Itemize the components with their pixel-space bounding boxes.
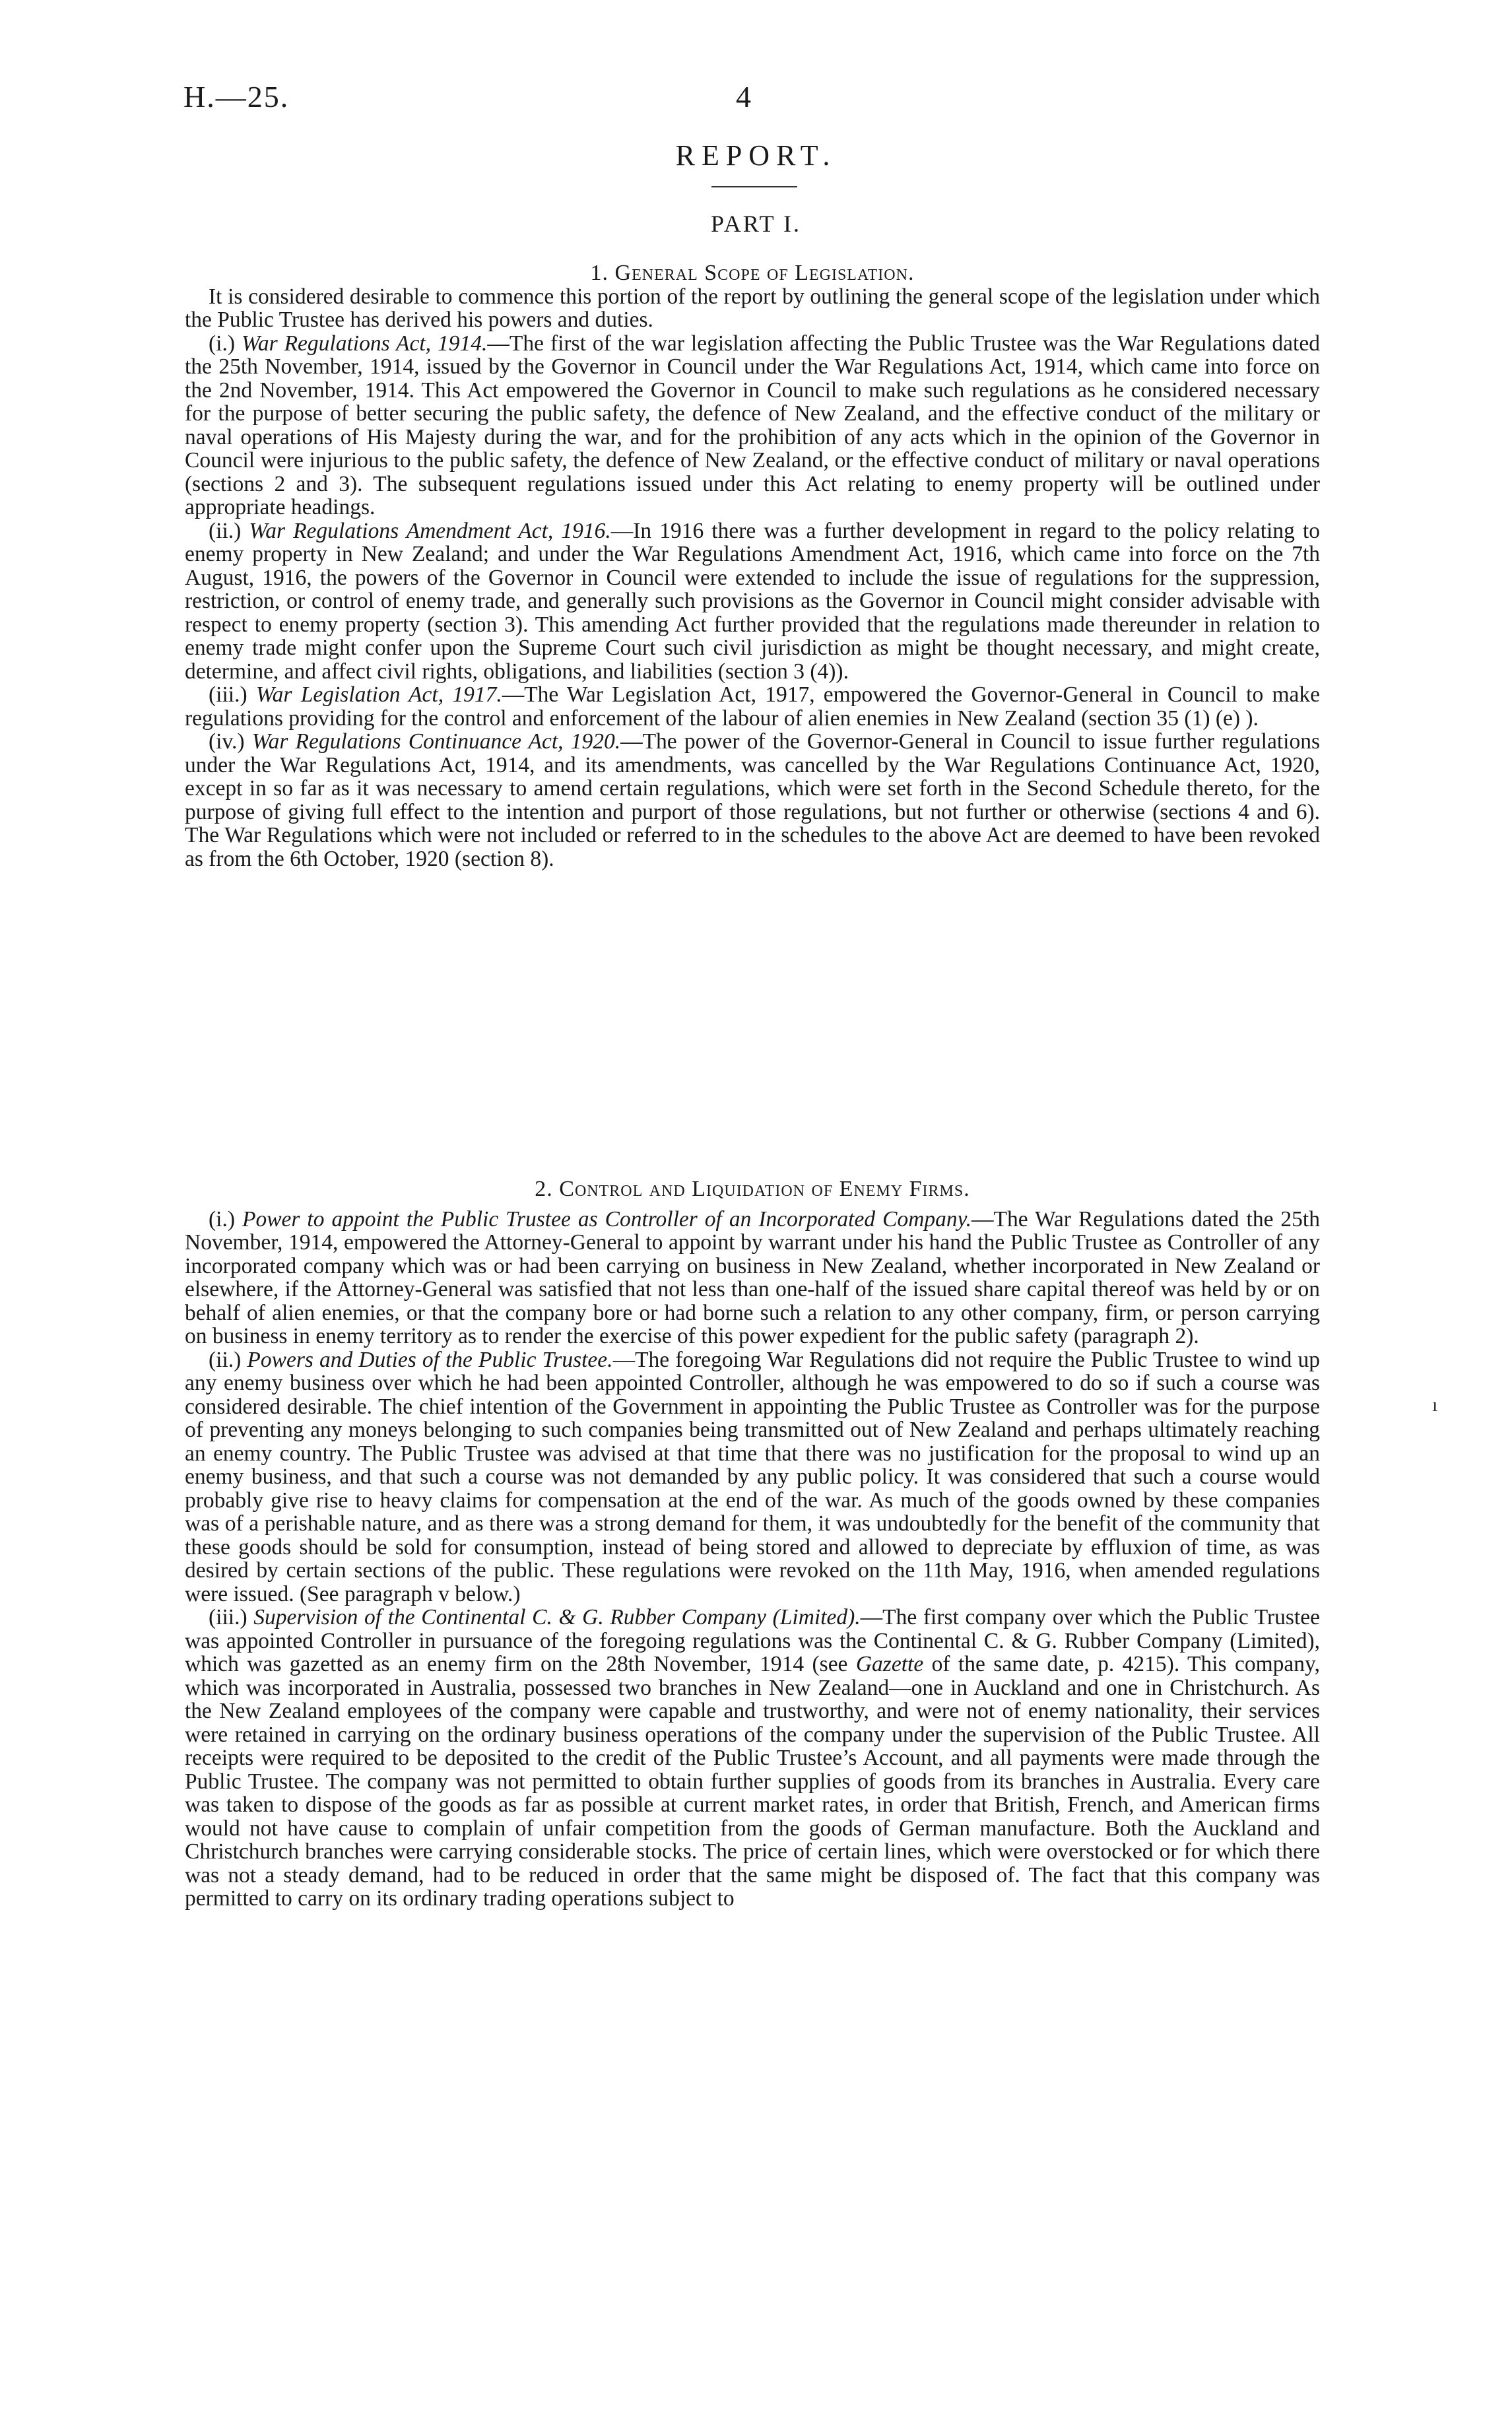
item-label: (iv.) (209, 729, 252, 754)
item-title: Power to appoint the Public Trustee as Controller of an Incorporated Company. (242, 1206, 972, 1232)
section-heading: 1. General Scope of Legislation. (590, 261, 915, 285)
item-title: War Regulations Act, 1914. (241, 331, 488, 356)
item-text: —In 1916 there was a further development in regard to the policy relating to enemy property in New Zealand; and under the War Regulations Amendment Act, 1916, which came into force on the 7th August, 1916, the powers of the Governor in Council were extended to include the issue of regulations for the suppression, restriction, or control of enemy trade, and generally such provisions as the Governor in Council might consider advisable with respect to enemy property (section 3). This amending Act further provided that the regulations made thereunder in relation to enemy trade might confer upon the Supreme Court such civil jurisdiction as might be thought necessary, and might create, determine, and affect civil rights, obligations, and liabilities (section 3 (4)). (185, 518, 1320, 684)
item-label: (i.) (209, 1206, 242, 1232)
paragraph (185, 1208, 1320, 1348)
title-rule (711, 186, 797, 187)
item-text: —The power of the Governor-General in Council to issue further regulations under the War Regulations Act, 1914, and its amendments, was cancelled by the War Regulations Continuance Act, 1920, except in so far as it was necessary to amend certain regulations, which were set forth in the Second Schedule thereto, for the purpose of giving full effect to the intention and purport of those regulations, but not further or otherwise (sections 4 and 6). The War Regulations which were not included or referred to in the schedules to the above Act are deemed to have been revoked as from the 6th October, 1920 (section 8). (185, 729, 1320, 871)
item-text: —The War Legislation Act, 1917, empowered the Governor-General in Council to make regulations providing for the control and enforcement of the labour of alien enemies in New Zealand (section 35 (1) (e) ). (185, 682, 1320, 731)
item-label: (ii.) (209, 518, 249, 543)
paragraph (185, 730, 1320, 871)
item-text: —The first of the war legislation affecting the Public Trustee was the War Regulations dated the 25th November, 1914, issued by the Governor in Council under the War Regulations Act, 1914, which came into force on the 2nd November, 1914. This Act empowered the Governor in Council to make such regulations as he considered necessary for the purpose of better securing the public safety, the defence of New Zealand, and the effective conduct of the military or naval operations of His Majesty during the war, and for the prohibition of any acts which in the opinion of the Governor in Council were injurious to the public safety, the defence of New Zealand, or the effective conduct of military or naval operations (sections 2 and 3). The subsequent regulations issued under this Act relating to enemy property will be outlined under appropriate headings. (185, 331, 1320, 519)
item-title: War Regulations Amendment Act, 1916. (249, 518, 611, 543)
item-text: of the same date, p. 4215). This company, which was incorporated in Australia, possessed two branches in New Zealand—one in Auckland and one in Christchurch. As the New Zealand employees of the company were capable and trustworthy, and were not of enemy nationality, their services were retained in carrying on the ordinary business operations of the company under the supervision of the Public Trustee. All receipts were required to be deposited to the credit of the Public Trustee’s Account, and all payments were made through the Public Trustee. The company was not permitted to obtain further supplies of goods from its branches in Australia. Every care was taken to dispose of the goods as far as possible at current market rates, in order that British, French, and American firms would not have cause to complain of unfair competition from the goods of German manufacture. Both the Auckland and Christchurch branches were carrying considerable stocks. The price of certain lines, which were overstocked or for which there was not a steady demand, had to be reduced in order that the same might be disposed of. The fact that this company was permitted to carry on its ordinary trading operations subject to (185, 1652, 1320, 1911)
section-heading: 2. Control and Liquidation of Enemy Firms. (535, 1177, 970, 1201)
part-heading: PART I. (711, 211, 801, 237)
item-label: (i.) (209, 331, 242, 356)
report-title: REPORT. (675, 139, 837, 172)
paragraph (185, 683, 1320, 730)
document-reference: H.—25. (183, 80, 290, 114)
paragraph (185, 519, 1320, 684)
item-label: (iii.) (209, 682, 256, 707)
item-text: —The War Regulations dated the 25th November, 1914, empowered the Attorney-General to appoint by warrant under his hand the Public Trustee as Controller of any incorporated company which was or had been carrying on business in New Zealand, whether incorporated in New Zealand or elsewhere, if the Attorney-General was satisfied that not less than one-half of the issued share capital thereof was held by or on behalf of alien enemies, or that the company bore or had borne such a relation to any other company, firm, or person carrying on business in enemy territory as to render the exercise of this power expedient for the public safety (paragraph 2). (185, 1206, 1320, 1348)
paragraph (185, 1606, 1320, 1911)
item-text: —The first company over which the Public Trustee was appointed Controller in pursuance of the foregoing regulations was the Continental C. & G. Rubber Company (Limited), which was gazetted as an enemy firm on the 28th November, 1914 (see (185, 1605, 1321, 1676)
margin-mark: ı (1432, 1394, 1438, 1416)
paragraph (185, 332, 1320, 519)
item-title: Powers and Duties of the Public Trustee. (247, 1347, 613, 1372)
gazette-ref: Gazette (855, 1652, 924, 1676)
item-text: —The foregoing War Regulations did not require the Public Trustee to wind up any enemy business over which he had been appointed Controller, although he was empowered to do so if such a course was considered desirable. The chief intention of the Government in appointing the Public Trustee as Controller was for the purpose of preventing any moneys belonging to such companies being transmitted out of New Zealand and perhaps ultimately reaching an enemy country. The Public Trustee was advised at that time that there was no justification for the proposal to wind up an enemy business, and that such a course was not demanded by any public policy. It was considered that such a course would probably give rise to heavy claims for compensation at the end of the war. As much of the goods owned by these companies was of a perishable nature, and as there was a strong demand for them, it was undoubtedly for the benefit of the community that these goods should be sold for consumption, instead of being stored and allowed to depreciate by effluxion of time, as was desired by certain sections of the public. These regulations were revoked on the 11th May, 1916, when amended regulations were issued. (See paragraph v below.) (185, 1347, 1320, 1606)
item-title: War Regulations Continuance Act, 1920. (251, 729, 621, 754)
item-label: (iii.) (209, 1605, 254, 1629)
paragraph (185, 1348, 1320, 1606)
paragraph: It is considered desirable to commence this portion of the report by outlining the general scope of the legislation under which the Public Trustee has derived his powers and duties. (185, 284, 1320, 332)
section-general-scope (185, 261, 1320, 871)
item-title: War Legislation Act, 1917. (255, 682, 502, 707)
item-title: Supervision of the Continental C. & G. Rubber Company (Limited). (253, 1605, 861, 1629)
page-number: 4 (736, 80, 752, 114)
item-label: (ii.) (209, 1347, 247, 1372)
section-enemy-firms (185, 1177, 1320, 1911)
